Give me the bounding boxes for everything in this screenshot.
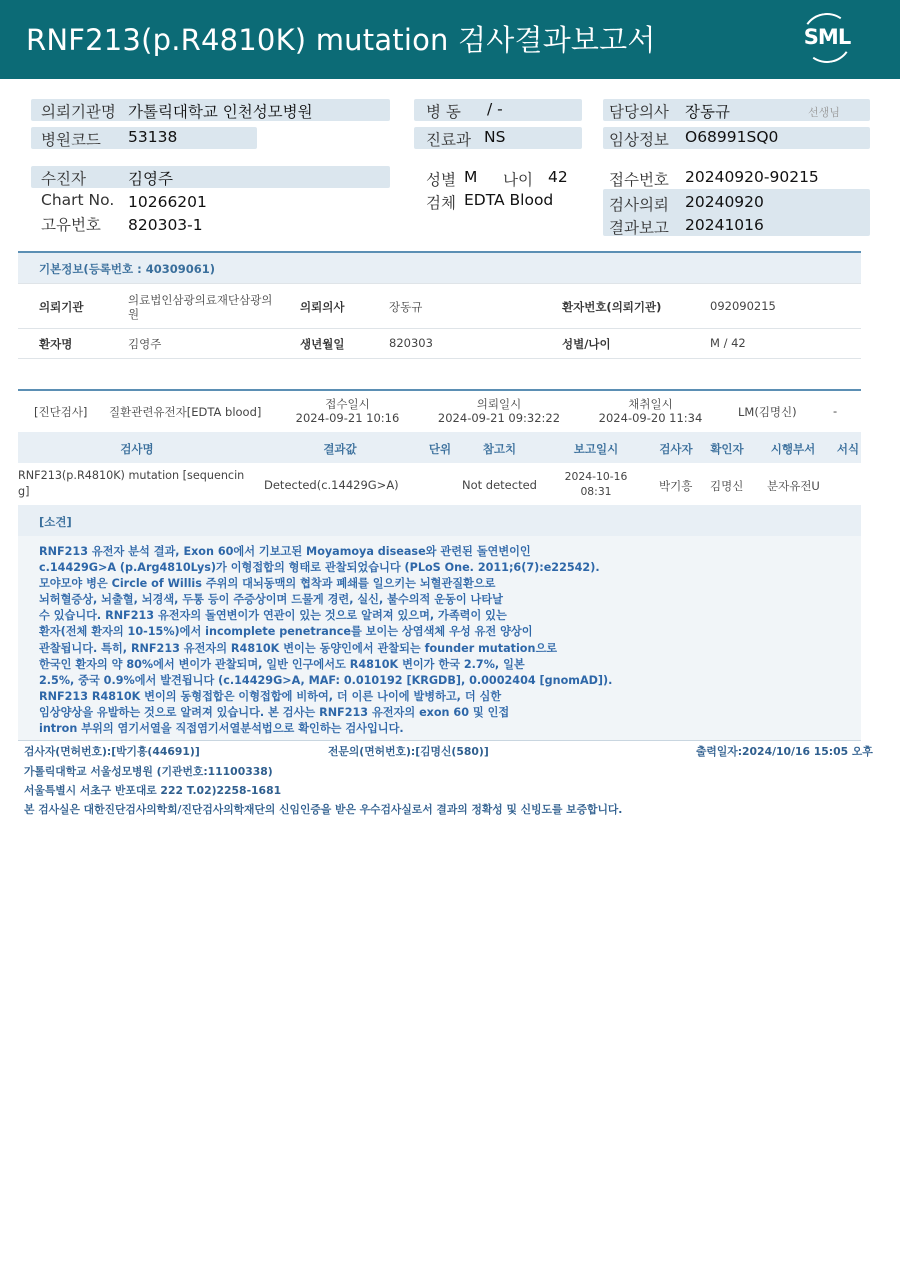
ward-value: / - [487, 100, 503, 118]
footer-hospital: 가톨릭대학교 서울성모병원 (기관번호:11100338) [24, 765, 273, 778]
examinee-label: 수진자 [41, 170, 86, 188]
footer-printed: 출력일자:2024/10/16 15:05 오후 [696, 745, 873, 758]
unique-value: 820303-1 [128, 216, 203, 234]
clinical-value: O68991SQ0 [685, 128, 779, 146]
age-label: 나이 [503, 171, 533, 189]
basic-birth-value: 820303 [389, 336, 433, 350]
basic-birth-label: 생년월일 [300, 337, 345, 351]
basic-info-rule-1 [18, 283, 861, 284]
institution-value: 가톨릭대학교 인천성모병원 [128, 103, 313, 121]
footer-address: 서울특별시 서초구 반포대로 222 T.02)2258-1681 [24, 784, 282, 797]
result-report-time: 08:31 [580, 485, 612, 498]
test-dash: - [833, 404, 838, 418]
footer-specialist: 전문의(면허번호):[김명신(580)] [328, 745, 489, 758]
age-value: 42 [548, 168, 568, 186]
doctor-value: 장동규 [685, 103, 730, 121]
remark-line: intron 부위의 염기서열을 직접염기서열분석법으로 확인하는 검사입니다. [39, 722, 404, 736]
basic-institution-value-1: 의료법인삼광의료재단삼광의 [128, 293, 273, 307]
col-header-report-date: 보고일시 [573, 442, 619, 456]
doctor-label: 담당의사 [609, 103, 669, 121]
result-test-name-1: RNF213(p.R4810K) mutation [sequencin [18, 469, 245, 482]
test-lm: LM(김명신) [738, 405, 797, 419]
remark-line: 임상양상을 유발하는 것으로 알려져 있습니다. 본 검사는 RNF213 유전자의 exon 60 및 인접 [39, 705, 510, 719]
receipt-value: 20240920-90215 [685, 168, 819, 186]
ward-label: 병 동 [426, 103, 461, 121]
basic-info-rule-2 [18, 328, 861, 329]
result-reference: Not detected [462, 478, 537, 492]
basic-sexage-value: M / 42 [710, 336, 746, 350]
clinical-label: 임상정보 [609, 131, 669, 149]
test-collect-label: 채취일시 [628, 397, 673, 411]
unique-label: 고유번호 [41, 216, 101, 234]
col-header-dept: 시행부서 [770, 442, 816, 456]
result-confirmer: 김명신 [710, 479, 744, 493]
col-header-confirmer: 확인자 [710, 442, 744, 456]
test-category: [진단검사] [34, 405, 88, 419]
remark-line: RNF213 R4810K 변이의 동형접합은 이형접합에 비하여, 더 이른 나이에 발병하고, 더 심한 [39, 689, 502, 703]
basic-name-label: 환자명 [39, 337, 73, 351]
examinee-value: 김영주 [128, 170, 173, 188]
remark-line: 뇌허혈증상, 뇌출혈, 뇌경색, 두통 등이 주증상이며 드물게 경련, 실신, 불수의적 운동이 나타날 [39, 593, 503, 607]
basic-institution-value-2: 원 [128, 307, 140, 321]
remark-line: c.14429G>A (p.Arg4810Lys)가 이형접합의 형태로 관찰되었습니다 (PLoS One. 2011;6(7):e22542). [39, 561, 600, 575]
basic-patient-no-label: 환자번호(의뢰기관) [562, 300, 662, 314]
specimen-value: EDTA Blood [464, 191, 554, 209]
test-specimen: 질환관련유전자[EDTA blood] [109, 405, 262, 419]
remark-line: 모야모야 병은 Circle of Willis 주위의 대뇌동맥의 협착과 폐쇄를 일으키는 뇌혈관질환으로 [39, 577, 496, 591]
basic-patient-no-value: 092090215 [710, 299, 776, 313]
basic-institution-label: 의뢰기관 [39, 300, 84, 314]
col-header-reference: 참고치 [482, 442, 517, 456]
remark-line: 관찰됩니다. 특히, RNF213 유전자의 R4810K 변이는 동양인에서 관찰되는 founder mutation으로 [39, 641, 558, 655]
basic-info-title: 기본정보(등록번호 : 40309061) [39, 262, 216, 276]
test-collect-value: 2024-09-20 11:34 [598, 411, 703, 425]
test-receipt-label: 접수일시 [325, 397, 370, 411]
col-header-unit: 단위 [428, 442, 452, 456]
remark-title: [소견] [39, 515, 72, 529]
doctor-suffix: 선생님 [808, 106, 840, 119]
basic-sexage-label: 성별/나이 [562, 337, 611, 351]
report-label: 결과보고 [609, 219, 669, 237]
result-report-date: 2024-10-16 [564, 470, 628, 483]
chart-label: Chart No. [41, 191, 115, 209]
test-request-label: 의뢰일시 [476, 397, 522, 411]
remark-line: 수 있습니다. RNF213 유전자의 돌연변이가 연관이 있는 것으로 알려져 있으며, 가족력이 있는 [39, 609, 507, 623]
request-value: 20240920 [685, 193, 764, 211]
dept-label: 진료과 [426, 131, 471, 149]
basic-doctor-value: 장동규 [389, 300, 423, 314]
report-header [0, 0, 900, 79]
result-tester: 박기흥 [659, 479, 693, 493]
request-label: 검사의뢰 [609, 196, 669, 214]
test-meta-top-rule [18, 389, 861, 391]
col-header-form: 서식 [836, 442, 860, 456]
sml-logo [800, 13, 854, 63]
result-value: Detected(c.14429G>A) [264, 478, 399, 492]
remark-title-band [18, 505, 861, 536]
basic-name-value: 김영주 [128, 337, 162, 351]
specimen-label: 검체 [426, 194, 456, 212]
col-header-tester: 검사자 [659, 442, 693, 456]
sex-value: M [464, 168, 478, 186]
remark-bottom-rule [18, 740, 861, 741]
report-value: 20241016 [685, 216, 764, 234]
test-receipt-value: 2024-09-21 10:16 [295, 411, 400, 425]
result-dept: 분자유전U [767, 479, 820, 493]
footer-certification: 본 검사실은 대한진단검사의학회/진단검사의학재단의 신임인증을 받은 우수검사실로서 결과의 정확성 및 신빙도를 보증합니다. [24, 803, 623, 816]
remark-line: 한국인 환자의 약 80%에서 변이가 관찰되며, 일반 인구에서도 R4810K 변이가 한국 2.7%, 일본 [39, 657, 525, 671]
logo-text: SML [803, 25, 851, 49]
col-header-test-name: 검사명 [120, 442, 154, 456]
remark-line: RNF213 유전자 분석 결과, Exon 60에서 기보고된 Moyamoya disease와 관련된 돌연변이인 [39, 545, 531, 558]
chart-value: 10266201 [128, 193, 207, 211]
hospital-code-label: 병원코드 [41, 131, 101, 149]
result-test-name-2: g] [18, 485, 30, 498]
hospital-code-value: 53138 [128, 128, 178, 146]
remark-line: 2.5%, 중국 0.9%에서 발견됩니다 (c.14429G>A, MAF: 0.010192 [KRGDB], 0.0002404 [gnomAD]). [39, 673, 613, 687]
basic-info-rule-3 [18, 358, 861, 359]
receipt-label: 접수번호 [609, 171, 669, 189]
remark-text [39, 544, 639, 737]
basic-doctor-label: 의뢰의사 [300, 300, 345, 314]
footer-tester: 검사자(면허번호):[박기흥(44691)] [24, 745, 200, 758]
sex-label: 성별 [426, 171, 456, 189]
institution-label: 의뢰기관명 [41, 103, 116, 121]
remark-line: 환자(전체 환자의 10-15%)에서 incomplete penetrance를 보이는 상염색체 우성 유전 양상이 [39, 625, 533, 639]
dept-value: NS [484, 128, 506, 146]
report-title: RNF213(p.R4810K) mutation 검사결과보고서 [26, 23, 656, 57]
col-header-result: 결과값 [323, 442, 357, 456]
test-request-value: 2024-09-21 09:32:22 [437, 411, 561, 425]
